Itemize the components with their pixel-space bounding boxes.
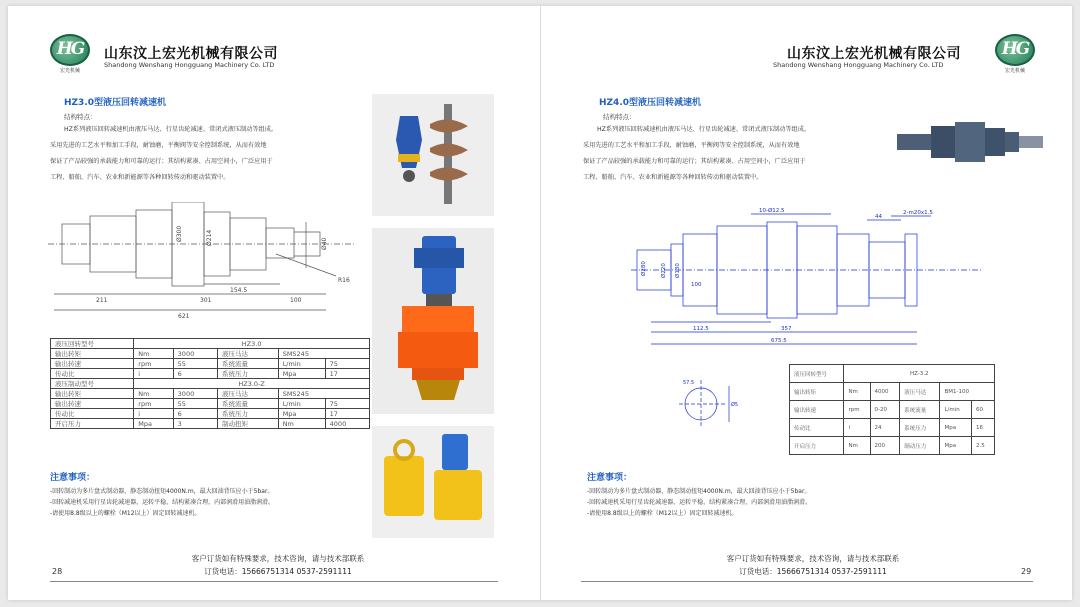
list-item: -回转减速机采用行星齿轮减速器，运转平稳，结构紧凑合理，内部润滑用油脂润滑。 [587, 499, 812, 506]
table-row: 传动比 i 24 系统压力 Mpa 16 [790, 419, 995, 437]
svg-text:357: 357 [781, 326, 792, 332]
table-row: 液压回转型号 HZ-3.2 [790, 365, 995, 383]
svg-text:57.5: 57.5 [683, 380, 695, 386]
table-row: 输出转速 rpm 0-20 系统流量 L/min 60 [790, 401, 995, 419]
product-photo-orange-reducer [372, 228, 494, 414]
list-item: -回转减速机采用行星齿轮减速器，运转平稳，结构紧凑合理，内部润滑用油脂润滑。 [50, 499, 275, 506]
svg-text:211: 211 [96, 297, 108, 304]
company-name-en: Shandong Wenshang Hongguang Machinery Co. LTD [773, 61, 944, 69]
svg-text:Ø280: Ø280 [641, 261, 647, 276]
product-photo-auger [372, 94, 494, 216]
features-label: 结构特点： [603, 113, 636, 121]
table-row: 输出转矩 Nm 3000 液压马达 SMS245 [51, 389, 370, 399]
notice-title: 注意事项： [587, 473, 633, 483]
product-photo-yellow-reducers [372, 426, 494, 538]
table-row: 输出转矩 Nm 4000 液压马达 BM1-100 [790, 383, 995, 401]
left-page [8, 6, 540, 600]
list-item: -回转制动为多片盘式制动器，静态制动扭矩4000N.m，最大回油背压应小于5bar。 [50, 488, 274, 495]
footer-divider [581, 581, 1033, 582]
table-row: 传动比 i 6 系统压力 Mpa 17 [51, 409, 370, 419]
model-title: HZ3.0型液压回转减速机 [64, 98, 167, 108]
svg-text:2-m20x1.5: 2-m20x1.5 [903, 210, 933, 216]
right-page [541, 6, 1073, 600]
table-row: 输出转矩 Nm 3000 液压马达 SMS245 [51, 349, 370, 359]
product-description: HZ系列液压回转减速机由液压马达、行星齿轮减速、常闭式液压制动等组成。 采用先进的工艺水平和加工手段，耐蚀磨，平衡阀等安全控制系统，从而有效地 保证了产品较强的承载能力和可靠的运行；其结构紧凑、占用空间小，广泛应用于 工程、船舶、汽车、农业和新能源等各种回转传动和驱动装置中。 [583, 126, 811, 181]
features-label: 结构特点： [64, 113, 97, 121]
svg-text:Ø300: Ø300 [176, 225, 183, 242]
list-item: -回转制动为多片盘式制动器，静态制动扭矩4000N.m，最大回油背压应小于5bar。 [587, 488, 811, 495]
page-number: 28 [52, 567, 63, 576]
spec-table [789, 364, 995, 455]
svg-text:44: 44 [875, 214, 882, 220]
svg-text:Ø130: Ø130 [675, 263, 681, 278]
svg-text:Ø5: Ø5 [731, 402, 739, 408]
table-row: 输出转速 rpm 55 系统流量 L/min 75 [51, 399, 370, 409]
svg-text:675.5: 675.5 [771, 338, 787, 344]
company-name-en: Shandong Wenshang Hongguang Machinery Co. LTD [104, 61, 275, 69]
svg-text:100: 100 [290, 297, 302, 304]
company-name-cn: 山东汶上宏光机械有限公司 [787, 46, 961, 62]
product-photo-hz4 [891, 112, 1051, 172]
svg-text:621: 621 [178, 313, 190, 320]
svg-text:112.5: 112.5 [693, 326, 709, 332]
table-row: 开启压力 Nm 200 制动压力 Mpa 2.5 [790, 437, 995, 455]
product-description: HZ系列液压回转减速机由液压马达、行星齿轮减速、常闭式液压制动等组成。 采用先进的工艺水平和加工手段，耐蚀磨，平衡阀等安全控制系统，从而有效地 保证了产品较强的承载能力和可靠的运行；其结构紧凑、占用空间小，广泛应用于 工程、船舶、汽车、农业和新能源等各种回转传动和驱动装置中。 [50, 126, 278, 181]
svg-text:Ø220: Ø220 [661, 263, 667, 278]
svg-text:R16: R16 [338, 277, 350, 284]
company-logo: HG 宏光机械 [993, 34, 1037, 74]
table-row: 液压制动型号 HZ3.0-Z [51, 379, 370, 389]
table-row: 输出转速 rpm 55 系统流量 L/min 75 [51, 359, 370, 369]
contact-info: 客户订货如有特殊要求，技术咨询，请与技术部联系 订货电话：15666751314 0537-2591111 [191, 554, 365, 576]
model-title: HZ4.0型液压回转减速机 [599, 98, 702, 108]
footer-divider [50, 581, 498, 582]
notice-list [50, 486, 380, 519]
company-logo: HG 宏光机械 [48, 34, 92, 74]
svg-text:301: 301 [200, 297, 212, 304]
company-name-cn: 山东汶上宏光机械有限公司 [104, 46, 278, 62]
table-row: 开启压力 Mpa 3 制动扭矩 Nm 4000 [51, 419, 370, 429]
page-number: 29 [1021, 567, 1032, 576]
svg-text:154.5: 154.5 [230, 287, 248, 294]
notice-title: 注意事项： [50, 473, 96, 483]
technical-drawing [631, 204, 991, 352]
table-row: 传动比 i 6 系统压力 Mpa 17 [51, 369, 370, 379]
svg-text:100: 100 [691, 282, 702, 288]
svg-text:Ø40: Ø40 [321, 237, 328, 250]
spec-table [50, 338, 370, 429]
contact-info: 客户订货如有特殊要求，技术咨询，请与技术部联系 订货电话：15666751314 0537-2591111 [726, 554, 900, 576]
svg-text:Ø214: Ø214 [206, 229, 213, 246]
technical-drawing [44, 202, 364, 326]
list-item: -请使用8.8级以上的螺栓（M12以上）固定回转减速机。 [50, 510, 201, 517]
section-drawing [679, 376, 747, 428]
list-item: -请使用8.8级以上的螺栓（M12以上）固定回转减速机。 [587, 510, 738, 517]
brochure-spread [8, 6, 1072, 600]
svg-text:10-Ø12.5: 10-Ø12.5 [759, 208, 785, 214]
notice-list [587, 486, 927, 519]
table-row: 液压回转型号 HZ3.0 [51, 339, 370, 349]
